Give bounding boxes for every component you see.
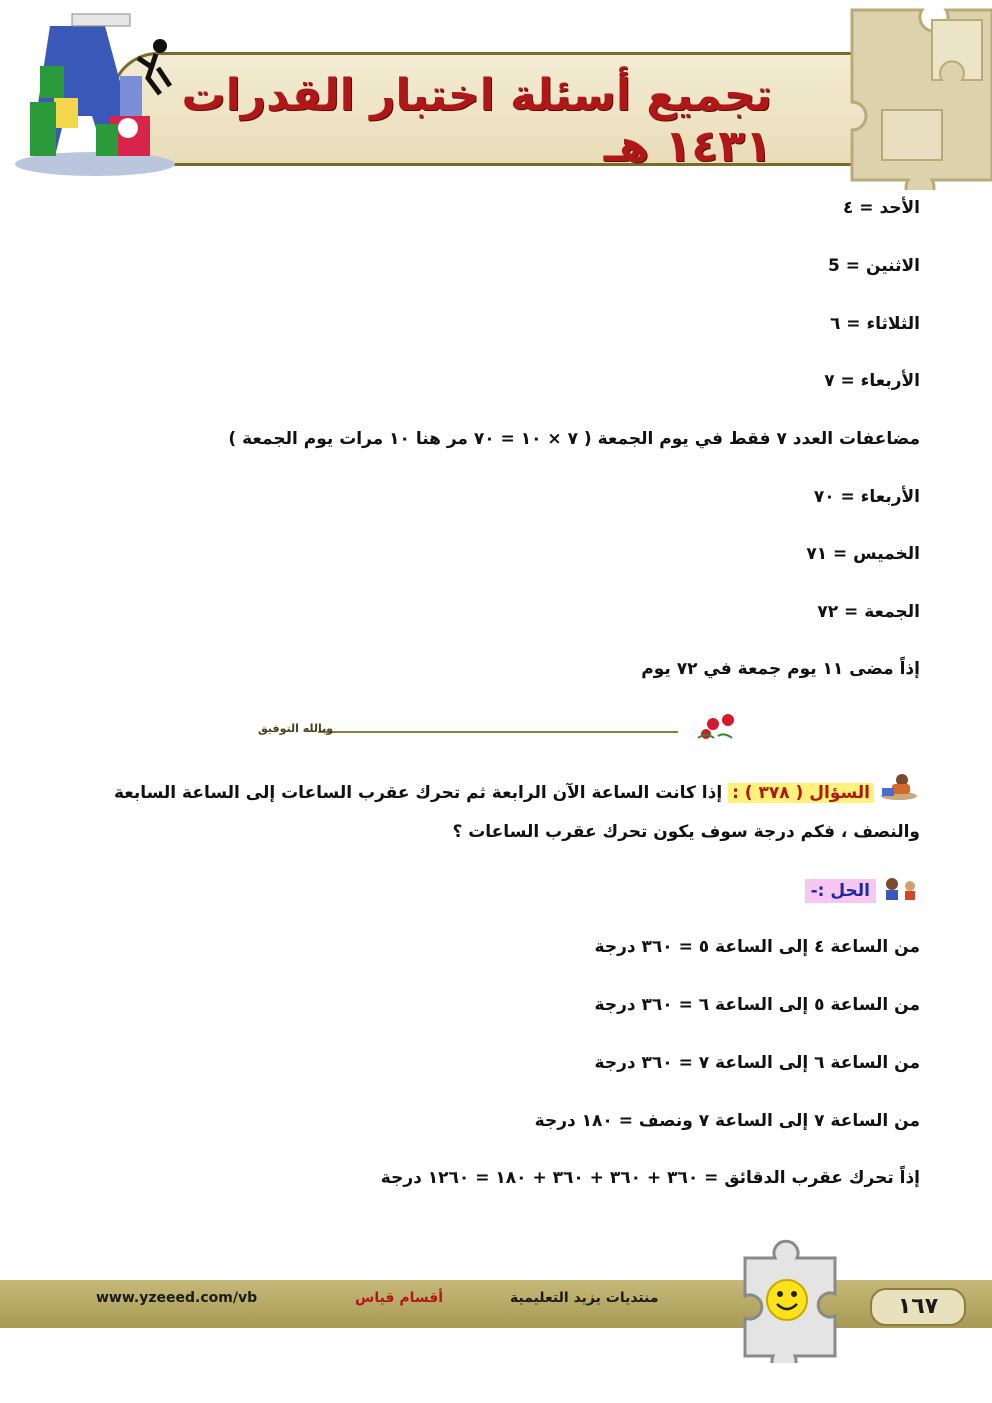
page-number: ١٦٧: [870, 1288, 966, 1326]
page-title: تجميع أسئلة اختبار القدرات ١٤٣١ هـ: [181, 70, 772, 172]
question-text: إذا كانت الساعة الآن الرابعة ثم تحرك عقرب الساعات إلى الساعة السابعة والنصف ، فكم درجة سوف يكون تحرك عقرب الساعات ؟: [113, 783, 920, 842]
solution-label: الحل :-: [805, 879, 876, 903]
text-line: الثلاثاء = ٦: [830, 314, 920, 334]
students-icon: [880, 876, 920, 906]
solution-line: من الساعة ٤ إلى الساعة ٥ = ٣٦٠ درجة: [594, 937, 920, 957]
footer-url[interactable]: www.yzeeed.com/vb: [96, 1290, 258, 1306]
solution-line: من الساعة ٦ إلى الساعة ٧ = ٣٦٠ درجة: [594, 1053, 920, 1073]
section-divider: [258, 708, 748, 748]
text-line: الجمعة = ٧٢: [817, 602, 920, 622]
footer-section: أقسام قياس: [355, 1290, 444, 1306]
smiley-puzzle-icon: [725, 1228, 855, 1363]
text-line: الأحد = ٤: [842, 198, 920, 218]
question-label: السؤال ( ٣٧٨ ) :: [728, 783, 874, 803]
text-line: إذاً مضى ١١ يوم جمعة في ٧٢ يوم: [641, 659, 920, 679]
text-line: الأربعاء = ٧: [824, 371, 920, 391]
text-line: الخميس = ٧١: [806, 544, 920, 564]
text-line: الاثنين = 5: [828, 256, 920, 276]
question-block: [100, 772, 920, 851]
text-line: الأربعاء = ٧٠: [813, 487, 920, 507]
footer-forum-name: منتديات يزيد التعليمية: [510, 1290, 659, 1306]
solution-header: [805, 876, 920, 906]
page-header: [0, 0, 992, 190]
solution-line: من الساعة ٥ إلى الساعة ٦ = ٣٦٠ درجة: [594, 995, 920, 1015]
text-line: مضاعفات العدد ٧ فقط في يوم الجمعة ( ٧ × ١٠ = ٧٠ مر هنا ١٠ مرات يوم الجمعة ): [228, 429, 920, 449]
student-reading-icon: [878, 772, 920, 814]
solution-line: إذاً تحرك عقرب الدقائق = ٣٦٠ + ٣٦٠ + ٣٦٠ + ١٨٠ = ١٢٦٠ درجة: [380, 1168, 920, 1188]
solution-line: من الساعة ٧ إلى الساعة ٧ ونصف = ١٨٠ درجة: [534, 1111, 920, 1131]
divider-caption: وبالله التوفيق: [258, 722, 334, 735]
